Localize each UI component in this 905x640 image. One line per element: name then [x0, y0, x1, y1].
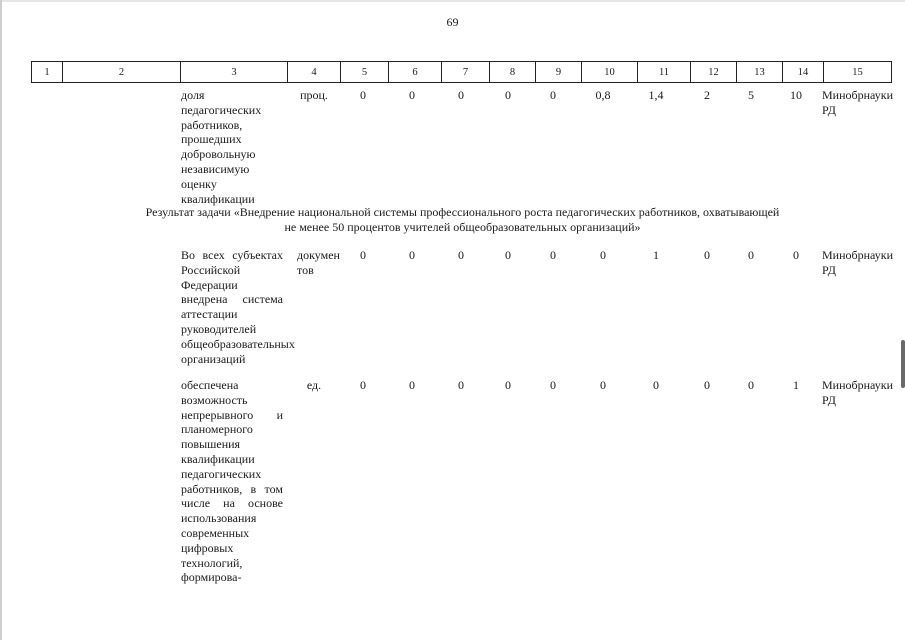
value-cell: 0: [653, 378, 659, 392]
header-cell: 4: [288, 62, 341, 83]
section-title-line: Результат задачи «Внедрение национальной системы профессионального роста педагогических работников, охватывающей: [145, 205, 780, 219]
header-cell: 14: [783, 62, 824, 83]
value-cell: 0: [505, 88, 511, 102]
header-cell: 12: [691, 62, 737, 83]
header-row: [32, 62, 892, 83]
value-cell: 0: [550, 248, 556, 262]
value-cell: 1: [653, 248, 659, 262]
header-cell: 15: [824, 62, 892, 83]
value-cell: 10: [790, 88, 802, 102]
value-cell: 0: [505, 248, 511, 262]
section-title-line: не менее 50 процентов учителей общеобразовательных организаций»: [284, 219, 641, 234]
value-cell: 0: [600, 248, 606, 262]
header-cell: 1: [32, 62, 63, 83]
header-cell: 13: [737, 62, 783, 83]
value-cell: 0: [409, 88, 415, 102]
value-cell: 0: [458, 248, 464, 262]
responsible-text: Минобрнауки РД: [822, 248, 894, 277]
unit-text: документов: [297, 248, 340, 277]
responsible-text: Минобрнауки РД: [822, 378, 894, 407]
responsible-text: Минобрнауки РД: [822, 88, 894, 117]
value-cell: 2: [704, 88, 710, 102]
value-cell: 1: [793, 378, 799, 392]
value-cell: 1,4: [648, 88, 664, 102]
value-cell: 0,8: [595, 88, 611, 102]
indicator-text: обеспечена возможность непрерывного и планомерного повышения квалификации педагогических работников, в том числе на основе использования современных цифровых технологий, формирова-: [181, 378, 283, 585]
value-cell: 0: [550, 378, 556, 392]
header-cell: 11: [638, 62, 691, 83]
value-cell: 0: [360, 88, 366, 102]
value-cell: 0: [458, 88, 464, 102]
indicator-text: доля педагогических работников, прошедших добровольную независимую оценку квалификации: [181, 88, 262, 206]
value-cell: 5: [748, 88, 754, 102]
value-cell: 0: [793, 248, 799, 262]
unit-text: ед.: [306, 378, 322, 392]
header-cell: 2: [63, 62, 181, 83]
value-cell: 0: [360, 248, 366, 262]
value-cell: 0: [704, 378, 710, 392]
unit-text: проц.: [300, 88, 328, 102]
value-cell: 0: [409, 248, 415, 262]
section-title: [60, 205, 865, 235]
value-cell: 0: [409, 378, 415, 392]
header-cell: 10: [582, 62, 638, 83]
header-cell: 3: [181, 62, 288, 83]
header-cell: 5: [341, 62, 389, 83]
scan-top-edge: [0, 0, 905, 2]
value-cell: 0: [748, 248, 754, 262]
value-cell: 0: [505, 378, 511, 392]
header-cell: 9: [536, 62, 582, 83]
value-cell: 0: [600, 378, 606, 392]
value-cell: 0: [458, 378, 464, 392]
page-number: 69: [446, 15, 459, 29]
header-cell: 6: [389, 62, 442, 83]
scan-left-edge: [0, 0, 2, 640]
value-cell: 0: [704, 248, 710, 262]
header-cell: 7: [442, 62, 490, 83]
value-cell: 0: [360, 378, 366, 392]
column-number-header: [31, 61, 892, 83]
scan-binding-mark: [901, 340, 905, 388]
value-cell: 0: [550, 88, 556, 102]
value-cell: 0: [748, 378, 754, 392]
header-cell: 8: [490, 62, 536, 83]
indicator-text: Во всех субъектах Российской Федерации внедрена система аттестации руководителей общеобразовательных организаций: [181, 248, 295, 366]
